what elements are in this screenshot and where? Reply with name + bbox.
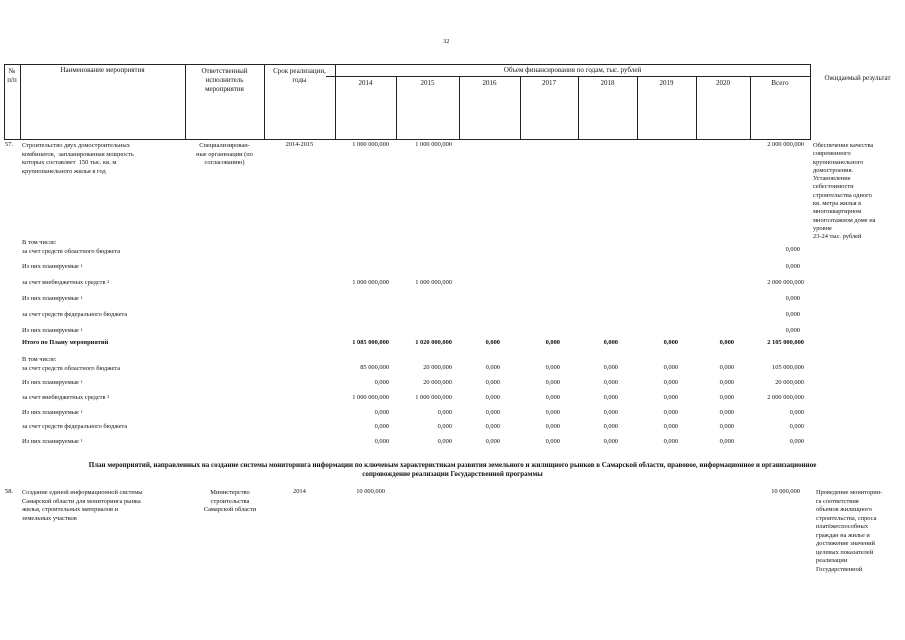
totals-value-6: 0,000 xyxy=(719,339,734,346)
totals-value-4: 0,000 xyxy=(603,339,618,346)
totals-row5-value-1: 0,000 xyxy=(437,438,452,445)
totals-row0-value-5: 0,000 xyxy=(663,364,678,371)
item57-row-label: Из них планируемые $^1$ xyxy=(22,295,83,302)
totals-row1-value-6: 0,000 xyxy=(719,379,734,386)
totals-row5-value-6: 0,000 xyxy=(719,438,734,445)
totals-row0-value-0: 85 000,000 xyxy=(360,364,389,371)
totals-value-0: 1 085 000,000 xyxy=(352,339,389,346)
totals-row2-value-4: 0,000 xyxy=(603,394,618,401)
totals-row4-value-4: 0,000 xyxy=(603,423,618,430)
item57-row-total: 0,000 xyxy=(785,311,800,318)
totals-row2-value-5: 0,000 xyxy=(663,394,678,401)
totals-row4-value-3: 0,000 xyxy=(545,423,560,430)
item58-period: 2014 xyxy=(293,488,306,495)
totals-row5-value-3: 0,000 xyxy=(545,438,560,445)
item58-value-total: 10 000,000 xyxy=(771,488,800,495)
item57-result: Обеспечение качества современного крупнопанельного домостроения. Установление себестоимости строительства одного кв. метра жилья в многоквартирном многоэтажном доме на уровне 23-24 тыс. рублей xyxy=(813,142,876,241)
page-number: 32 xyxy=(443,38,450,45)
totals-row2-value-6: 0,000 xyxy=(719,394,734,401)
totals-row2-value-2: 0,000 xyxy=(485,394,500,401)
item57-row-total: 0,000 xyxy=(785,327,800,334)
item58-value-2014: 10 000,000 xyxy=(356,488,385,495)
item57-value-total: 2 000 000,000 xyxy=(767,141,804,148)
totals-value-2: 0,000 xyxy=(485,339,500,346)
item57-row-label: за счет внебюджетных средств $^2$ xyxy=(22,279,110,286)
totals-row-label: за счет средств федерального бюджета xyxy=(22,423,128,430)
col-divider xyxy=(335,64,336,139)
totals-row1-value-4: 0,000 xyxy=(603,379,618,386)
item57-value-2014: 1 000 000,000 xyxy=(352,141,389,148)
totals-row0-value-4: 0,000 xyxy=(603,364,618,371)
totals-row-label: за счет внебюджетных средств $^2$ xyxy=(22,394,110,401)
header-year: 2019 xyxy=(659,79,674,87)
item57-name: Строительство двух домостроительных комбинатов, запланированная мощность которых составляет 150 тыс. кв. м крупнопанельного жилья в год xyxy=(22,142,134,175)
totals-row-label: Из них планируемые $^1$ xyxy=(22,438,83,445)
totals-row-label: Из них планируемые $^1$ xyxy=(22,409,83,416)
header-period: Срок реализации, годы xyxy=(273,67,326,84)
item57-row-total: 0,000 xyxy=(785,246,800,253)
totals-row3-value-3: 0,000 xyxy=(545,409,560,416)
totals-row-label: В том числе: за счет средств областного бюджета xyxy=(22,356,121,372)
item57-no: 57. xyxy=(5,141,13,148)
totals-row0-value-3: 0,000 xyxy=(545,364,560,371)
item57-row-value: 1 000 000,000 xyxy=(352,279,389,286)
totals-row0-value-6: 0,000 xyxy=(719,364,734,371)
header-bottom-rule xyxy=(4,139,811,140)
totals-row3-value-7: 0,000 xyxy=(789,409,804,416)
header-no: № п/п xyxy=(7,67,17,84)
header-year: 2016 xyxy=(482,79,497,87)
totals-row4-value-7: 0,000 xyxy=(789,423,804,430)
totals-row2-value-7: 2 000 000,000 xyxy=(767,394,804,401)
totals-row5-value-0: 0,000 xyxy=(374,438,389,445)
totals-row1-value-2: 0,000 xyxy=(485,379,500,386)
totals-row0-value-2: 0,000 xyxy=(485,364,500,371)
totals-row1-value-5: 0,000 xyxy=(663,379,678,386)
totals-row4-value-0: 0,000 xyxy=(374,423,389,430)
item57-responsible: Специализирован- ные организации (по согласованию) xyxy=(196,142,253,166)
totals-row2-value-3: 0,000 xyxy=(545,394,560,401)
header-year: 2015 xyxy=(420,79,435,87)
totals-row3-value-0: 0,000 xyxy=(374,409,389,416)
totals-row4-value-5: 0,000 xyxy=(663,423,678,430)
totals-row3-value-4: 0,000 xyxy=(603,409,618,416)
years-rule xyxy=(326,76,810,77)
item57-period: 2014-2015 xyxy=(285,141,314,148)
totals-row1-value-3: 0,000 xyxy=(545,379,560,386)
header-year: 2014 xyxy=(358,79,373,87)
header-funding: Объем финансирования по годам, тыс. рублей xyxy=(503,66,642,74)
totals-row1-value-7: 20 000,000 xyxy=(775,379,804,386)
totals-label: Итого по Плану мероприятий xyxy=(22,339,109,346)
item57-row-label: за счет средств федерального бюджета xyxy=(22,311,128,318)
header-year: 2018 xyxy=(600,79,615,87)
totals-row2-value-1: 1 000 000,000 xyxy=(415,394,452,401)
header-name: Наименование мероприятия xyxy=(60,66,145,74)
totals-row4-value-2: 0,000 xyxy=(485,423,500,430)
totals-value-5: 0,000 xyxy=(663,339,678,346)
item58-name: Создание единой информационной системы Самарской области для мониторинга рынка жилья, строительных материалов и земельных участков xyxy=(22,489,143,522)
totals-row3-value-1: 0,000 xyxy=(437,409,452,416)
totals-row5-value-4: 0,000 xyxy=(603,438,618,445)
totals-row3-value-5: 0,000 xyxy=(663,409,678,416)
section-title: План мероприятий, направленных на создание системы мониторинга информации по ключевым характеристикам развития земельного и жилищного рынков в Самарской области, правовое, информационное и организационное сопровождение реализации Государственной программы xyxy=(88,461,817,478)
totals-row0-value-1: 20 000,000 xyxy=(423,364,452,371)
item57-row-total: 2 000 000,000 xyxy=(767,279,804,286)
header-result: Ожидаемый результат xyxy=(824,74,891,82)
totals-row0-value-7: 105 000,000 xyxy=(772,364,804,371)
totals-row1-value-0: 0,000 xyxy=(374,379,389,386)
item57-row-label: Из них планируемые $^1$ xyxy=(22,327,83,334)
totals-row4-value-1: 0,000 xyxy=(437,423,452,430)
header-responsible: Ответственный исполнитель мероприятия xyxy=(201,67,248,93)
item57-row-value: 1 000 000,000 xyxy=(415,279,452,286)
item58-result: Проведение мониторин- га соответствия объемов жилищного строительства, спроса платёжеспособных граждан на жилье и достижение значений целевых показателей реализации Государственной xyxy=(816,489,883,573)
totals-value-3: 0,000 xyxy=(545,339,560,346)
header-year-total: Всего xyxy=(771,79,789,87)
item58-responsible: Министерство строительства Самарской области xyxy=(203,489,257,513)
totals-row4-value-6: 0,000 xyxy=(719,423,734,430)
col-divider xyxy=(20,64,21,139)
totals-value-7: 2 105 000,000 xyxy=(767,339,804,346)
header-year: 2017 xyxy=(542,79,556,87)
totals-row-label: Из них планируемые $^1$ xyxy=(22,379,83,386)
totals-row2-value-0: 1 000 000,000 xyxy=(352,394,389,401)
item57-value-2015: 1 000 000,000 xyxy=(415,141,452,148)
item57-row-total: 0,000 xyxy=(785,263,800,270)
totals-row3-value-2: 0,000 xyxy=(485,409,500,416)
item58-no: 58. xyxy=(5,488,13,495)
item57-row-label: В том числе: за счет средств областного бюджета xyxy=(22,239,121,255)
totals-value-1: 1 020 000,000 xyxy=(415,339,452,346)
totals-row5-value-2: 0,000 xyxy=(485,438,500,445)
totals-row5-value-7: 0,000 xyxy=(789,438,804,445)
item57-row-total: 0,000 xyxy=(785,295,800,302)
header-year: 2020 xyxy=(716,79,730,87)
item57-row-label: Из них планируемые $^1$ xyxy=(22,263,83,270)
totals-row1-value-1: 20 000,000 xyxy=(423,379,452,386)
totals-row5-value-5: 0,000 xyxy=(663,438,678,445)
header-top-rule xyxy=(4,64,811,65)
totals-row3-value-6: 0,000 xyxy=(719,409,734,416)
